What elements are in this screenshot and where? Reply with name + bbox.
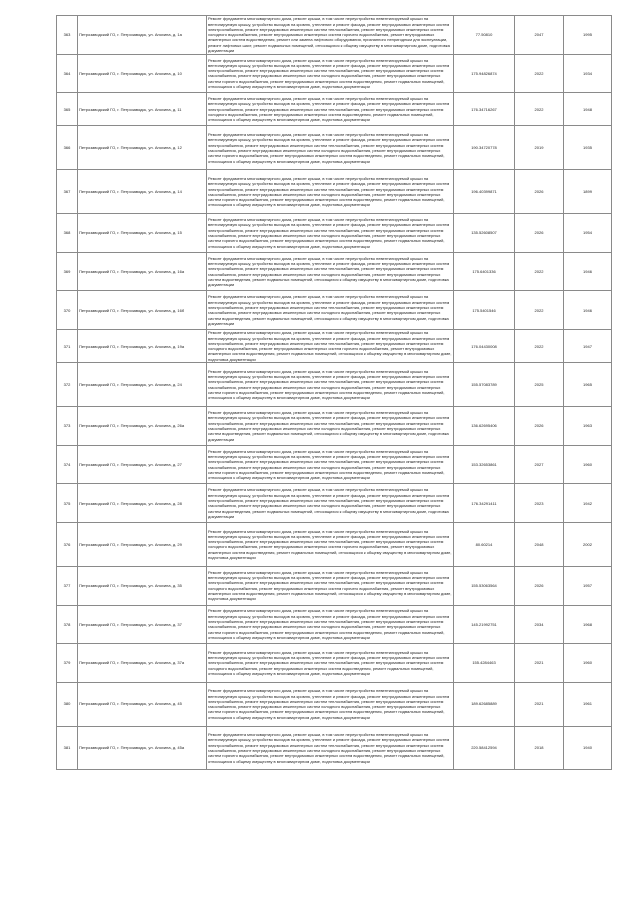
table-row	[57, 644, 612, 683]
commissioning-year-cell: 1946	[564, 291, 612, 330]
planned-year-cell: 2047	[515, 16, 564, 55]
table-row	[57, 484, 612, 523]
cost-cell: 189.62685889	[454, 682, 515, 726]
address-cell: Петрозаводский ГО, г. Петрозаводск, ул. Анохина, д. 19а	[78, 330, 207, 363]
commissioning-year-cell: 1947	[564, 330, 612, 363]
table-row	[57, 16, 612, 55]
commissioning-year-cell: 1940	[564, 726, 612, 770]
commissioning-year-cell: 1968	[564, 605, 612, 644]
planned-year-cell: 2023	[515, 484, 564, 523]
row-number: 365	[57, 93, 78, 126]
address-cell: Петрозаводский ГО, г. Петрозаводск, ул. Анохина, д. 14	[78, 170, 207, 214]
row-number: 369	[57, 252, 78, 291]
works-cell: Ремонт фундамента многоквартирного дома, ремонт крыши, в том числе переустройство невентилируемой крыши на вентилируемую крышу, устройство выходов на кровлю, утепление и ремонт фасада, ремонт внутридомовых инженерных систем электроснабжения, ремонт внутридомовых инженерных систем теплоснабжения, ремонт внутридомовых инженерных систем газоснабжения, ремонт внутридомовых инженерных систем холодного водоснабжения, ремонт внутридомовых инженерных систем водоотведения, ремонт подвальных помещений, относящихся к общему имуществу в многоквартирном доме, подготовка документации	[207, 291, 454, 330]
address-cell: Петрозаводский ГО, г. Петрозаводск, ул. Анохина, д. 29	[78, 523, 207, 567]
cost-cell: 155.53063564	[454, 566, 515, 605]
table-row	[57, 605, 612, 644]
address-cell: Петрозаводский ГО, г. Петрозаводск, ул. Анохина, д. 15	[78, 214, 207, 253]
table-row	[57, 407, 612, 446]
row-number: 380	[57, 682, 78, 726]
works-cell: Ремонт фундамента многоквартирного дома, ремонт крыши, в том числе переустройство невентилируемой крыши на вентилируемую крышу, устройство выходов на кровлю, утепление и ремонт фасада, ремонт внутридомовых инженерных систем электроснабжения, ремонт внутридомовых инженерных систем теплоснабжения, ремонт внутридомовых инженерных систем газоснабжения, ремонт внутридомовых инженерных систем холодного водоснабжения, ремонт внутридомовых инженерных систем водоотведения, ремонт подвальных помещений, относящихся к общему имуществу в многоквартирном доме, подготовка документации	[207, 407, 454, 446]
planned-year-cell: 2022	[515, 252, 564, 291]
table-row	[57, 566, 612, 605]
table-row	[57, 523, 612, 567]
address-cell: Петрозаводский ГО, г. Петрозаводск, ул. Анохина, д. 11	[78, 93, 207, 126]
address-cell: Петрозаводский ГО, г. Петрозаводск, ул. Анохина, д. 16б	[78, 291, 207, 330]
commissioning-year-cell: 1942	[564, 484, 612, 523]
row-number: 377	[57, 566, 78, 605]
table-row	[57, 445, 612, 484]
works-cell: Ремонт фундамента многоквартирного дома, ремонт крыши, в том числе переустройство невентилируемой крыши на вентилируемую крышу, устройство выходов на кровлю, утепление и ремонт фасада, ремонт внутридомовых инженерных систем электроснабжения, ремонт внутридомовых инженерных систем теплоснабжения, ремонт внутридомовых инженерных систем газоснабжения, ремонт внутридомовых инженерных систем холодного водоснабжения, ремонт внутридомовых инженерных систем водоотведения, ремонт подвальных помещений, относящихся к общему имуществу в многоквартирном доме, подготовка документации	[207, 252, 454, 291]
cost-cell: 176.34716267	[454, 93, 515, 126]
table-row	[57, 252, 612, 291]
cost-cell: 136.62695406	[454, 407, 515, 446]
cost-cell: 135.52608507	[454, 214, 515, 253]
works-cell: Ремонт фундамента многоквартирного дома, ремонт крыши, в том числе переустройство невентилируемой крыши на вентилируемую крышу, устройство выходов на кровлю, утепление и ремонт фасада, ремонт внутридомовых инженерных систем электроснабжения, ремонт внутридомовых инженерных систем теплоснабжения, ремонт внутридомовых инженерных систем газоснабжения, ремонт внутридомовых инженерных систем холодного водоснабжения, ремонт внутридомовых инженерных систем горячего водоснабжения, ремонт внутридомовых инженерных систем водоотведения, ремонт подвальных помещений, относящихся к общему имуществу в многоквартирном доме, подготовка документации	[207, 214, 454, 253]
cost-cell: 196.40399871	[454, 170, 515, 214]
address-cell: Петрозаводский ГО, г. Петрозаводск, ул. Анохина, д. 10	[78, 54, 207, 93]
commissioning-year-cell: 1934	[564, 54, 612, 93]
row-number: 364	[57, 54, 78, 93]
cost-cell: 155.57083789	[454, 363, 515, 407]
table-row	[57, 363, 612, 407]
row-number: 375	[57, 484, 78, 523]
address-cell: Петрозаводский ГО, г. Петрозаводск, ул. Анохина, д. 35	[78, 566, 207, 605]
planned-year-cell: 2022	[515, 93, 564, 126]
address-cell: Петрозаводский ГО, г. Петрозаводск, ул. Анохина, д. 24	[78, 363, 207, 407]
works-cell: Ремонт фундамента многоквартирного дома, ремонт крыши, в том числе переустройство невентилируемой крыши на вентилируемую крышу, устройство выходов на кровлю, утепление и ремонт фасада, ремонт внутридомовых инженерных систем электроснабжения, ремонт внутридомовых инженерных систем теплоснабжения, ремонт внутридомовых инженерных систем холодного водоснабжения, ремонт внутридомовых инженерных систем горячего водоснабжения, ремонт внутридомовых инженерных систем водоотведения, ремонт подвальных помещений, относящихся к общему имуществу в многоквартирном доме, подготовка документации	[208, 330, 452, 362]
address-cell: Петрозаводский ГО, г. Петрозаводск, ул. Анохина, д. 37а	[78, 644, 207, 683]
works-cell: Ремонт фундамента многоквартирного дома, ремонт крыши, в том числе переустройство невентилируемой крыши на вентилируемую крышу, устройство выходов на кровлю, утепление и ремонт фасада, ремонт внутридомовых инженерных систем электроснабжения, ремонт внутридомовых инженерных систем теплоснабжения, ремонт внутридомовых инженерных систем газоснабжения, ремонт внутридомовых инженерных систем холодного водоснабжения, ремонт внутридомовых инженерных систем водоотведения, ремонт подвальных помещений, относящихся к общему имуществу в многоквартирном доме, подготовка документации	[207, 484, 454, 523]
address-cell: Петрозаводский ГО, г. Петрозаводск, ул. Анохина, д. 1а	[78, 16, 207, 55]
row-number: 372	[57, 363, 78, 407]
planned-year-cell: 2022	[515, 330, 564, 363]
works-cell: Ремонт фундамента многоквартирного дома, ремонт крыши, в том числе переустройство невентилируемой крыши на вентилируемую крышу, устройство выходов на кровлю, утепление и ремонт фасада, ремонт внутридомовых инженерных систем электроснабжения, ремонт внутридомовых инженерных систем теплоснабжения, ремонт внутридомовых инженерных систем газоснабжения, ремонт внутридомовых инженерных систем холодного водоснабжения, ремонт внутридомовых инженерных систем горячего водоснабжения, ремонт внутридомовых инженерных систем водоотведения, ремонт подвальных помещений, относящихся к общему имуществу в многоквартирном доме, подготовка документации	[207, 54, 454, 93]
planned-year-cell: 2022	[515, 54, 564, 93]
planned-year-cell: 2021	[515, 682, 564, 726]
works-cell: Ремонт фундамента многоквартирного дома, ремонт крыши, в том числе переустройство невентилируемой крыши на вентилируемую крышу, устройство выходов на кровлю, утепление и ремонт фасада, ремонт внутридомовых инженерных систем электроснабжения, ремонт внутридомовых инженерных систем теплоснабжения, ремонт внутридомовых инженерных систем холодного водоснабжения, ремонт внутридомовых инженерных систем горячего водоснабжения, ремонт внутридомовых инженерных систем водоотведения, ремонт подвальных помещений, относящихся к общему имуществу в многоквартирном доме, подготовка документации	[207, 523, 454, 567]
cost-cell: 176.34291411	[454, 484, 515, 523]
works-cell: Ремонт фундамента многоквартирного дома, ремонт крыши, в том числе переустройство невентилируемой крыши на вентилируемую крышу, устройство выходов на кровлю, утепление и ремонт фасада, ремонт внутридомовых инженерных систем электроснабжения, ремонт внутридомовых инженерных систем теплоснабжения, ремонт внутридомовых инженерных систем холодного водоснабжения, ремонт внутридомовых инженерных систем горячего водоснабжения, ремонт внутридомовых инженерных систем водоотведения, ремонт или замена лифтового оборудования, признанного непригодным для эксплуатации, ремонт лифтовых шахт, ремонт подвальных помещений, относящихся к общему имуществу в многоквартирном доме, подготовка документации	[207, 16, 454, 55]
planned-year-cell: 2027	[515, 445, 564, 484]
address-cell: Петрозаводский ГО, г. Петрозаводск, ул. Анохина, д. 12	[78, 126, 207, 170]
row-number: 376	[57, 523, 78, 567]
address-cell: Петрозаводский ГО, г. Петрозаводск, ул. Анохина, д. 37	[78, 605, 207, 644]
address-cell: Петрозаводский ГО, г. Петрозаводск, ул. Анохина, д. 45а	[78, 726, 207, 770]
table-row	[57, 93, 612, 126]
works-cell: Ремонт фундамента многоквартирного дома, ремонт крыши, в том числе переустройство невентилируемой крыши на вентилируемую крышу, устройство выходов на кровлю, утепление и ремонт фасада, ремонт внутридомовых инженерных систем электроснабжения, ремонт внутридомовых инженерных систем теплоснабжения, ремонт внутридомовых инженерных систем газоснабжения, ремонт внутридомовых инженерных систем холодного водоснабжения, ремонт внутридомовых инженерных систем горячего водоснабжения, ремонт внутридомовых инженерных систем водоотведения, ремонт подвальных помещений, относящихся к общему имуществу в многоквартирном доме, подготовка документации	[207, 363, 454, 407]
commissioning-year-cell: 1995	[564, 16, 612, 55]
row-number: 367	[57, 170, 78, 214]
address-cell: Петрозаводский ГО, г. Петрозаводск, ул. Анохина, д. 16а	[78, 252, 207, 291]
works-cell: Ремонт фундамента многоквартирного дома, ремонт крыши, в том числе переустройство невентилируемой крыши на вентилируемую крышу, устройство выходов на кровлю, утепление и ремонт фасада, ремонт внутридомовых инженерных систем электроснабжения, ремонт внутридомовых инженерных систем теплоснабжения, ремонт внутридомовых инженерных систем газоснабжения, ремонт внутридомовых инженерных систем холодного водоснабжения, ремонт внутридомовых инженерных систем горячего водоснабжения, ремонт внутридомовых инженерных систем водоотведения, ремонт подвальных помещений, относящихся к общему имуществу в многоквартирном доме, подготовка документации	[207, 605, 454, 644]
planned-year-cell: 2026	[515, 170, 564, 214]
address-cell: Петрозаводский ГО, г. Петрозаводск, ул. Анохина, д. 28	[78, 484, 207, 523]
cost-cell: 176.04430008	[454, 330, 515, 363]
commissioning-year-cell: 1965	[564, 363, 612, 407]
address-cell: Петрозаводский ГО, г. Петрозаводск, ул. Анохина, д. 26а	[78, 407, 207, 446]
table-row	[57, 54, 612, 93]
commissioning-year-cell: 1899	[564, 170, 612, 214]
commissioning-year-cell: 1963	[564, 407, 612, 446]
works-cell: Ремонт фундамента многоквартирного дома, ремонт крыши, в том числе переустройство невентилируемой крыши на вентилируемую крышу, устройство выходов на кровлю, утепление и ремонт фасада, ремонт внутридомовых инженерных систем электроснабжения, ремонт внутридомовых инженерных систем теплоснабжения, ремонт внутридомовых инженерных систем газоснабжения, ремонт внутридомовых инженерных систем холодного водоснабжения, ремонт внутридомовых инженерных систем горячего водоснабжения, ремонт внутридомовых инженерных систем водоотведения, ремонт подвальных помещений, относящихся к общему имуществу в многоквартирном доме, подготовка документации	[207, 445, 454, 484]
works-cell: Ремонт фундамента многоквартирного дома, ремонт крыши, в том числе переустройство невентилируемой крыши на вентилируемую крышу, устройство выходов на кровлю, утепление и ремонт фасада, ремонт внутридомовых инженерных систем электроснабжения, ремонт внутридомовых инженерных систем теплоснабжения, ремонт внутридомовых инженерных систем газоснабжения, ремонт внутридомовых инженерных систем холодного водоснабжения, ремонт внутридомовых инженерных систем горячего водоснабжения, ремонт внутридомовых инженерных систем водоотведения, ремонт подвальных помещений, относящихся к общему имуществу в многоквартирном доме, подготовка документации	[207, 170, 454, 214]
table-row	[57, 330, 612, 363]
works-cell: Ремонт фундамента многоквартирного дома, ремонт крыши, в том числе переустройство невентилируемой крыши на вентилируемую крышу, устройство выходов на кровлю, утепление и ремонт фасада, ремонт внутридомовых инженерных систем электроснабжения, ремонт внутридомовых инженерных систем теплоснабжения, ремонт внутридомовых инженерных систем холодного водоснабжения, ремонт внутридомовых инженерных систем горячего водоснабжения, ремонт внутридомовых инженерных систем водоотведения, ремонт подвальных помещений, относящихся к общему имуществу в многоквартирном доме, подготовка документации	[207, 566, 454, 605]
table-row	[57, 682, 612, 726]
cost-cell: 145.21992751	[454, 605, 515, 644]
planned-year-cell: 2034	[515, 605, 564, 644]
planned-year-cell: 2026	[515, 407, 564, 446]
cost-cell: 175.6401336	[454, 252, 515, 291]
table-body	[57, 16, 612, 770]
cost-cell: 80.60214	[454, 523, 515, 567]
address-cell: Петрозаводский ГО, г. Петрозаводск, ул. Анохина, д. 27	[78, 445, 207, 484]
table-row	[57, 291, 612, 330]
works-cell: Ремонт фундамента многоквартирного дома, ремонт крыши, в том числе переустройство невентилируемой крыши на вентилируемую крышу, устройство выходов на кровлю, утепление и ремонт фасада, ремонт внутридомовых инженерных систем электроснабжения, ремонт внутридомовых инженерных систем теплоснабжения, ремонт внутридомовых инженерных систем газоснабжения, ремонт внутридомовых инженерных систем холодного водоснабжения, ремонт внутридомовых инженерных систем горячего водоснабжения, ремонт внутридомовых инженерных систем водоотведения, ремонт подвальных помещений, относящихся к общему имуществу в многоквартирном доме, подготовка документации	[207, 682, 454, 726]
row-number: 371	[57, 330, 78, 363]
row-number: 381	[57, 726, 78, 770]
works-cell: Ремонт фундамента многоквартирного дома, ремонт крыши, в том числе переустройство невентилируемой крыши на вентилируемую крышу, устройство выходов на кровлю, утепление и ремонт фасада, ремонт внутридомовых инженерных систем электроснабжения, ремонт внутридомовых инженерных систем теплоснабжения, ремонт внутридомовых инженерных систем газоснабжения, ремонт внутридомовых инженерных систем холодного водоснабжения, ремонт внутридомовых инженерных систем горячего водоснабжения, ремонт внутридомовых инженерных систем водоотведения, ремонт подвальных помещений, относящихся к общему имуществу в многоквартирном доме, подготовка документации	[207, 126, 454, 170]
row-number: 370	[57, 291, 78, 330]
commissioning-year-cell: 1948	[564, 93, 612, 126]
repair-program-table-page	[56, 15, 603, 770]
repair-program-table	[56, 15, 612, 770]
commissioning-year-cell: 1960	[564, 644, 612, 683]
commissioning-year-cell: 1946	[564, 252, 612, 291]
planned-year-cell: 2026	[515, 214, 564, 253]
cost-cell: 190.34720778	[454, 126, 515, 170]
works-cell: Ремонт фундамента многоквартирного дома, ремонт крыши, в том числе переустройство невентилируемой крыши на вентилируемую крышу, устройство выходов на кровлю, утепление и ремонт фасада, ремонт внутридомовых инженерных систем электроснабжения, ремонт внутридомовых инженерных систем теплоснабжения, ремонт внутридомовых инженерных систем холодного водоснабжения, ремонт внутридомовых инженерных систем водоотведения, ремонт подвальных помещений, относящихся к общему имуществу в многоквартирном доме, подготовка документации	[207, 644, 454, 683]
row-number: 368	[57, 214, 78, 253]
planned-year-cell: 2026	[515, 566, 564, 605]
cost-cell: 175.94826874	[454, 54, 515, 93]
table-row	[57, 214, 612, 253]
planned-year-cell: 2025	[515, 363, 564, 407]
commissioning-year-cell: 1960	[564, 445, 612, 484]
cost-cell: 220.58412594	[454, 726, 515, 770]
cost-cell: 175.5401546	[454, 291, 515, 330]
commissioning-year-cell: 1961	[564, 682, 612, 726]
cost-cell: 155.4284463	[454, 644, 515, 683]
commissioning-year-cell: 1935	[564, 126, 612, 170]
planned-year-cell: 2018	[515, 726, 564, 770]
table-row	[57, 170, 612, 214]
row-number: 378	[57, 605, 78, 644]
commissioning-year-cell: 1954	[564, 214, 612, 253]
row-number: 366	[57, 126, 78, 170]
planned-year-cell: 2019	[515, 126, 564, 170]
row-number: 379	[57, 644, 78, 683]
row-number: 374	[57, 445, 78, 484]
row-number: 363	[57, 16, 78, 55]
works-cell: Ремонт фундамента многоквартирного дома, ремонт крыши, в том числе переустройство невентилируемой крыши на вентилируемую крышу, устройство выходов на кровлю, утепление и ремонт фасада, ремонт внутридомовых инженерных систем электроснабжения, ремонт внутридомовых инженерных систем теплоснабжения, ремонт внутридомовых инженерных систем холодного водоснабжения, ремонт внутридомовых инженерных систем водоотведения, ремонт подвальных помещений, относящихся к общему имуществу в многоквартирном доме, подготовка документации	[207, 93, 454, 126]
planned-year-cell: 2022	[515, 291, 564, 330]
table-row	[57, 126, 612, 170]
address-cell: Петрозаводский ГО, г. Петрозаводск, ул. Анохина, д. 45	[78, 682, 207, 726]
works-cell: Ремонт фундамента многоквартирного дома, ремонт крыши, в том числе переустройство невентилируемой крыши на вентилируемую крышу, устройство выходов на кровлю, утепление и ремонт фасада, ремонт внутридомовых инженерных систем электроснабжения, ремонт внутридомовых инженерных систем теплоснабжения, ремонт внутридомовых инженерных систем газоснабжения, ремонт внутридомовых инженерных систем холодного водоснабжения, ремонт внутридомовых инженерных систем горячего водоснабжения, ремонт внутридомовых инженерных систем водоотведения, ремонт подвальных помещений, относящихся к общему имуществу в многоквартирном доме, подготовка документации	[207, 726, 454, 770]
planned-year-cell: 2021	[515, 644, 564, 683]
commissioning-year-cell: 1957	[564, 566, 612, 605]
row-number: 373	[57, 407, 78, 446]
table-row	[57, 726, 612, 770]
planned-year-cell: 2048	[515, 523, 564, 567]
commissioning-year-cell: 2002	[564, 523, 612, 567]
cost-cell: 153.32653861	[454, 445, 515, 484]
cost-cell: 77.50810	[454, 16, 515, 55]
